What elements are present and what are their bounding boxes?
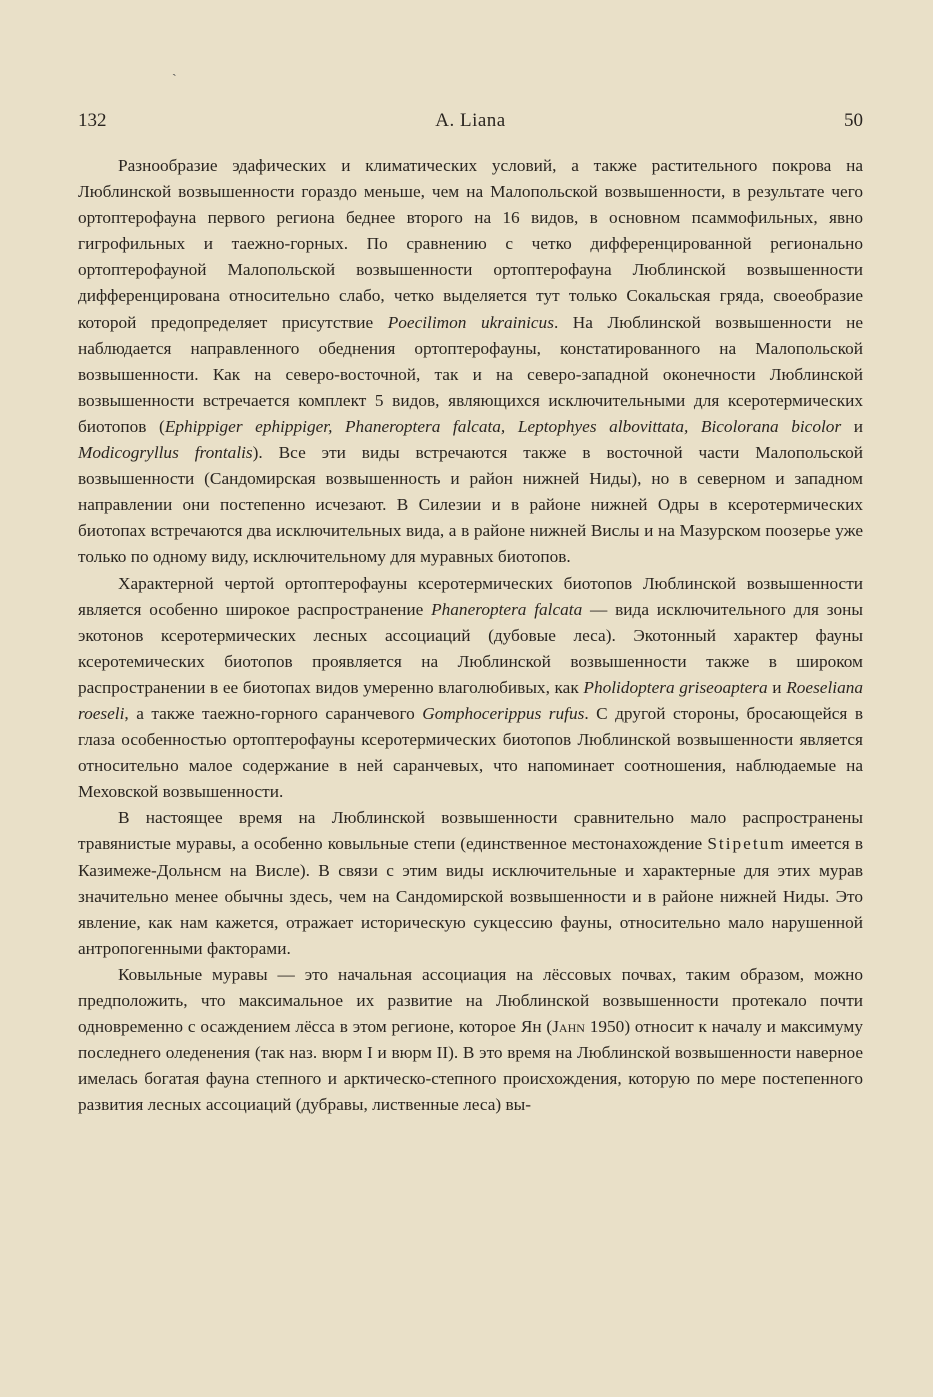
running-header <box>78 106 863 136</box>
body-text <box>78 153 863 1118</box>
text-segment: имеется в Казимеже-Дольнсм на Висле). В связи с этим виды исключительные и характерные для этих мурав значительно менее обычны здесь, чем на Сандомирской возвышенности и в районе нижней Ниды. Это явление, как нам кажется, отражает историческую сукцессию фауны, относительно мало нарушенной антропогенными факторами. <box>78 834 863 958</box>
species-name: Modicogryllus frontalis <box>78 443 253 463</box>
text-segment: Разнообразие эдафических и климатических условий, а также растительного покрова на Люблинской возвышенности гораздо меньше, чем на Малопольской возвышенности, в результате чего ортоптерофауна первого региона беднее второго на 16 видов, в основном псаммофильных, явно гигрофильных и таежно-горных. По сравнению с четко дифференцированной регионально ортоптерофауной Малопольской возвышенности ортоптерофауна Люблинской возвышенности дифференцирована относительно слабо, четко выделяется тут только Сокальская гряда, своеобразие которой предопределяет присутствие <box>78 156 863 332</box>
running-title: A. Liana <box>435 110 506 131</box>
text-segment: Характерной чертой ортоптерофауны ксеротермических биотопов Люблинской возвышенности является особенно широкое распространение <box>78 573 863 619</box>
issue-number: 50 <box>844 110 863 131</box>
text-segment: ). Все эти виды встречаются также в восточной части Малопольской возвышенности (Сандомирская возвышенность и район нижней Ниды), но в северном и западном направлении они постепенно исчезают. В Силезии и в районе нижней Одры в ксеротермических биотопах встречаются два исключительных вида, а в районе нижней Вислы и на Мазурском поозерье уже только по одному виду, исключительному для муравных биотопов. <box>78 443 863 567</box>
text-segment: Ковыльные муравы — это начальная ассоциация на лёссовых почвах, таким образом, можно предположить, что максимальное их развитие на Люблинской возвышенности протекало почти одновременно с осаждением лёсса в этом регионе, которое Ян ( <box>78 964 863 1037</box>
text-segment: 1950) относит к началу и максимуму последнего оледенения (так наз. вюрм I и вюрм II). В это время на Люблинской возвышенности наверное имелась богатая фауна степного и арктическо-степного происхождения, которую по мере постепенного развития лесных ассоциаций (дубравы, лиственные леса) вы- <box>78 1017 863 1115</box>
text-segment: . С другой стороны, бросающейся в глаза особенностью ортоптерофауны ксеротермических биотопов Люблинской возвышенности является относительно малое содержание в ней саранчевых, что напоминает соотношения, наблюдаемые на Меховской возвышенности. <box>78 703 863 802</box>
species-name: Phaneroptera falcata <box>431 599 583 619</box>
species-name: Roeseliana roeseli <box>78 677 863 723</box>
page-number: 132 <box>78 110 107 131</box>
term: Stipetum <box>707 834 786 854</box>
paragraph <box>78 805 863 962</box>
text-segment: и <box>767 677 787 697</box>
text-segment: , а также таежно-горного саранчевого <box>124 703 423 723</box>
text-segment: и <box>841 416 864 436</box>
paragraph <box>78 153 863 571</box>
text-segment: В настоящее время на Люблинской возвышенности сравнительно мало распространены травянистые муравы, а особенно ковыльные степи (единственное местонахождение <box>78 808 863 854</box>
scan-mark: ˎ <box>172 62 177 77</box>
term: Jahn <box>552 1017 585 1037</box>
species-name: Pholidoptera griseoaptera <box>583 677 768 697</box>
paragraph <box>78 962 863 1119</box>
text-segment: — вида исключительного для зоны экотонов ксеротермических лесных ассоциаций (дубовые леса). Экотонный характер фауны ксеротемических биотопов проявляется на Люблинской возвышенности также в широком распространении в ее биотопах видов умеренно влаголюбивых, как <box>78 599 864 697</box>
text-segment: . На Люблинской возвышенности не наблюдается направленного обеднения ортоптерофауны, констатированного на Малопольской возвышенности. Как на северо-восточной, так и на северо-западной оконечности Люблинской возвышенности встречается комплект 5 видов, являющихся исключительными для ксеротермических биотопов ( <box>78 312 864 436</box>
species-name: Poecilimon ukrainicus <box>387 312 554 332</box>
species-name: Gomphocerippus rufus <box>422 703 585 723</box>
species-name: Ephippiger ephippiger, Phaneroptera falcata, Leptophyes albovittata, Bicolorana bicolor <box>164 416 842 436</box>
paragraph <box>78 571 863 806</box>
